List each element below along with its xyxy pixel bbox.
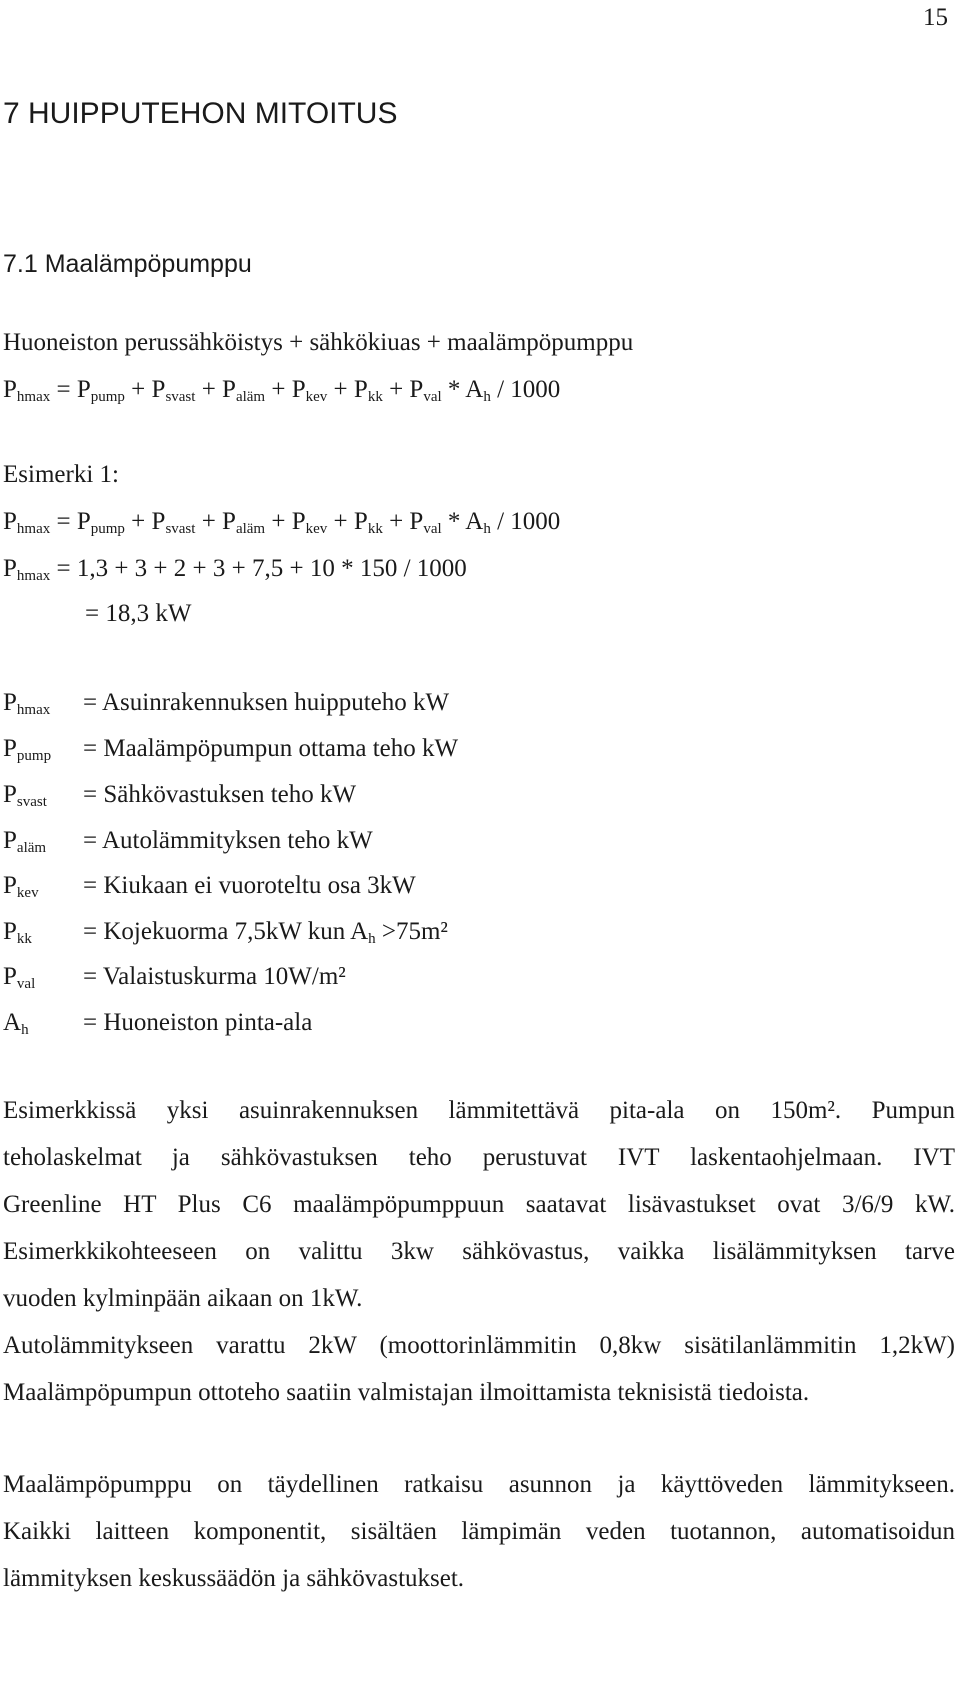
definition-row [3, 735, 459, 764]
example-lhs-sub: hmax [16, 568, 51, 584]
formula-term: + P [327, 508, 368, 535]
formula-sub: h [483, 521, 491, 537]
definition-symbol: $A_h$ [3, 1009, 29, 1038]
definition-row [3, 918, 448, 947]
formula-term: / 1000 [490, 376, 561, 403]
definition-text: = Kiukaan ei vuoroteltu osa 3kW [83, 872, 416, 899]
formula-example [3, 508, 561, 537]
definition-text: = Maalämpöpumpun ottama teho kW [83, 735, 459, 762]
formula-lhs: P [3, 376, 17, 403]
example-label: Esimerki 1: [3, 461, 119, 488]
definition-symbol: $P_{svast}$ [3, 781, 47, 810]
formula-term: * A [441, 508, 484, 535]
example-result: = 18,3 kW [85, 600, 192, 627]
formula-sub: aläm [235, 389, 266, 405]
formula-term: + P [124, 376, 166, 403]
formula-term: = P [56, 376, 91, 403]
paragraph-line: Kaikki laitteen komponentit, sisältäen lämpimän veden tuotannon, automatisoidun [3, 1518, 955, 1545]
formula-sub: val [423, 521, 442, 537]
formula-lhs-sub: hmax [16, 389, 51, 405]
formula-example-values [3, 555, 467, 584]
definition-symbol: $P_{kev}$ [3, 872, 39, 901]
definition-text: = Huoneiston pinta-ala [83, 1009, 313, 1036]
formula-sub: svast [165, 389, 196, 405]
intro-line: Huoneiston perussähköistys + sähkökiuas + maalämpöpumppu [3, 329, 634, 356]
paragraph-line: Maalämpöpumpun ottoteho saatiin valmistajan ilmoittamista teknisistä tiedoista. [3, 1379, 810, 1406]
paragraph-line: Maalämpöpumppu on täydellinen ratkaisu asunnon ja käyttöveden lämmitykseen. [3, 1471, 955, 1498]
example-lhs: P [3, 555, 17, 582]
definition-symbol: $P_{aläm}$ [3, 827, 47, 856]
definition-text: = Autolämmityksen teho kW [83, 827, 373, 854]
subsection-heading: 7.1 Maalämpöpumppu [3, 250, 252, 278]
definition-text2: >75m² [375, 918, 448, 945]
definition-sub2: h [368, 931, 376, 947]
formula-sub: kev [305, 389, 328, 405]
formula-term: * A [441, 376, 484, 403]
definition-row [3, 1009, 313, 1038]
definition-row [3, 963, 346, 992]
formula-term: + P [382, 508, 424, 535]
formula-sub: h [483, 389, 491, 405]
definition-row [3, 781, 357, 810]
formula-sub: kev [305, 521, 328, 537]
definition-row [3, 827, 373, 856]
formula-term: / 1000 [490, 508, 561, 535]
definition-text: = Kojekuorma 7,5kW kun A [83, 918, 369, 945]
formula-sub: kk [367, 521, 383, 537]
formula-sub: svast [165, 521, 196, 537]
formula-sub: pump [90, 521, 125, 537]
definition-symbol: $P_{val}$ [3, 963, 36, 992]
example-values: = 1,3 + 3 + 2 + 3 + 7,5 + 10 * 150 / 1000 [50, 555, 467, 582]
formula-sub: val [423, 389, 442, 405]
formula-term: + P [327, 376, 368, 403]
formula-term: + P [195, 508, 236, 535]
paragraph-line: vuoden kylminpään aikaan on 1kW. [3, 1285, 363, 1312]
definition-row [3, 872, 416, 901]
definition-symbol: $P_{pump}$ [3, 735, 52, 764]
formula-term: + P [382, 376, 424, 403]
formula-term: + P [124, 508, 166, 535]
formula-term: = P [56, 508, 91, 535]
formula-term: + P [265, 376, 306, 403]
definition-text: = Valaistuskurma 10W/m² [83, 963, 346, 990]
paragraph-line: Greenline HT Plus C6 maalämpöpumppuun saatavat lisävastukset ovat 3/6/9 kW. [3, 1191, 955, 1218]
formula-term: + P [195, 376, 236, 403]
paragraph-line: Autolämmitykseen varattu 2kW (moottorinlämmitin 0,8kw sisätilanlämmitin 1,2kW) [3, 1332, 955, 1359]
formula-lhs-sub: hmax [16, 521, 51, 537]
definition-symbol: $P_{hmax}$ [3, 689, 51, 718]
definition-text: = Asuinrakennuksen huipputeho kW [83, 689, 450, 716]
definition-symbol: $P_{kk}$ [3, 918, 32, 947]
formula-lhs: P [3, 508, 17, 535]
definition-row [3, 689, 450, 718]
paragraph-line: Esimerkkikohteeseen on valittu 3kw sähkövastus, vaikka lisälämmityksen tarve [3, 1238, 955, 1265]
section-heading: 7 HUIPPUTEHON MITOITUS [3, 97, 398, 130]
formula-general [3, 376, 561, 405]
formula-sub: pump [90, 389, 125, 405]
formula-sub: kk [367, 389, 383, 405]
formula-term: + P [265, 508, 306, 535]
formula-sub: aläm [235, 521, 266, 537]
paragraph-line: teholaskelmat ja sähkövastuksen teho perustuvat IVT laskentaohjelmaan. IVT [3, 1144, 955, 1171]
definition-text: = Sähkövastuksen teho kW [83, 781, 357, 808]
paragraph-line: Esimerkkissä yksi asuinrakennuksen lämmitettävä pita-ala on 150m². Pumpun [3, 1097, 955, 1124]
page-number: 15 [923, 4, 948, 31]
paragraph-line: lämmityksen keskussäädön ja sähkövastukset. [3, 1565, 465, 1592]
